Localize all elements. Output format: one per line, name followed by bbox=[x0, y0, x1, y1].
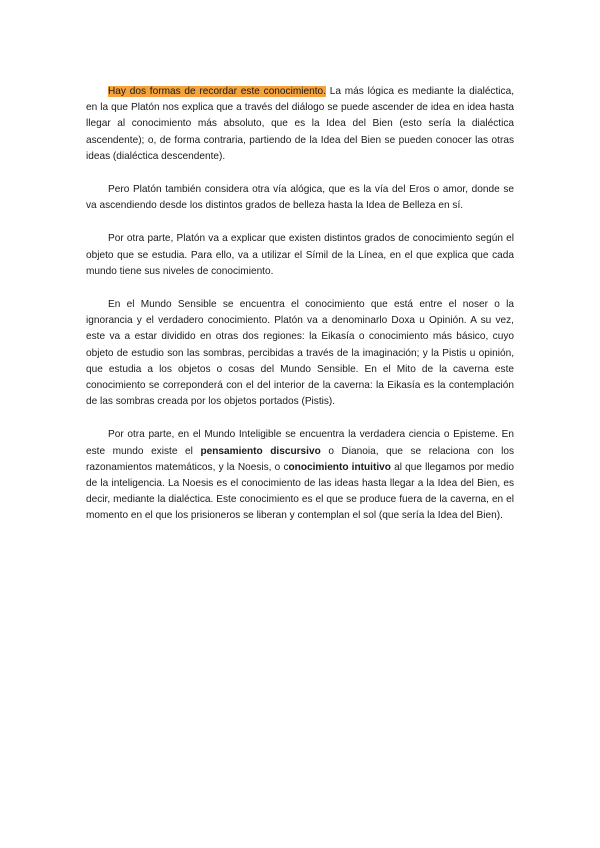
paragraph-text: En el Mundo Sensible se encuentra el conocimiento que está entre el noser o la ignorancia y el verdadero conocimiento. Platón va a denominarlo Doxa u Opinión. A su vez, este va a estar dividido en otras dos regiones: la Eikasía o conocimiento más básico, cuyo objeto de estudio son las sombras, percibidas a través de la imaginación; y la Pistis u opinión, que estudia a los objetos o cosas del Mundo Sensible. En el Mito de la caverna este conocimiento se correponderá con el del interior de la caverna: la Eikasía es la contemplación de las sombras creada por los objetos portados (Pistis). bbox=[86, 299, 514, 408]
paragraph-text: Por otra parte, en el Mundo Inteligible se encuentra la verdadera ciencia o Episteme. En este mundo existe el bbox=[86, 429, 514, 457]
paragraph-text: al que llegamos por medio de la inteligencia. La Noesis es el conocimiento de las ideas hasta llegar a la Idea del Bien, es decir, mediante la dialéctica. Este conocimiento es el que se produce fuera de la caverna, en el momento en el que los prisioneros se liberan y contemplan el sol (que sería la Idea del Bien). bbox=[86, 461, 514, 522]
document-body bbox=[86, 84, 514, 542]
paragraph-text: La más lógica es mediante la dialéctica, en la que Platón nos explica que a través del diálogo se puede ascender de idea en idea hasta llegar al conocimiento más absoluto, que es la Idea del Bien (esto sería la dialéctica ascendente); o, de forma contraria, partiendo de la Idea del Bien se pueden conocer las otras ideas (dialéctica descendente). bbox=[86, 86, 514, 162]
paragraph-text: Por otra parte, Platón va a explicar que existen distintos grados de conocimiento según el objeto que se estudia. Para ello, va a utilizar el Símil de la Línea, en el que explica que cada mundo tiene sus niveles de conocimiento. bbox=[86, 233, 514, 277]
paragraph-text: Pero Platón también considera otra vía alógica, que es la vía del Eros o amor, donde se va ascendiendo desde los distintos grados de belleza hasta la Idea de Belleza en sí. bbox=[86, 184, 514, 212]
paragraph-text: o Dianoia, que se relaciona con los razonamientos matemáticos, y la Noesis, o c bbox=[86, 445, 514, 473]
bold-term-pensamiento-discursivo: pensamiento discursivo bbox=[200, 445, 321, 457]
paragraph-mundo-sensible bbox=[86, 297, 514, 410]
paragraph-eros bbox=[86, 182, 514, 214]
bold-term-conocimiento-intuitivo: onocimiento intuitivo bbox=[288, 461, 391, 473]
highlighted-sentence: Hay dos formas de recordar este conocimiento. bbox=[108, 86, 326, 97]
paragraph-dialectica bbox=[86, 84, 514, 165]
paragraph-simil-linea bbox=[86, 231, 514, 280]
paragraph-mundo-inteligible bbox=[86, 427, 514, 524]
